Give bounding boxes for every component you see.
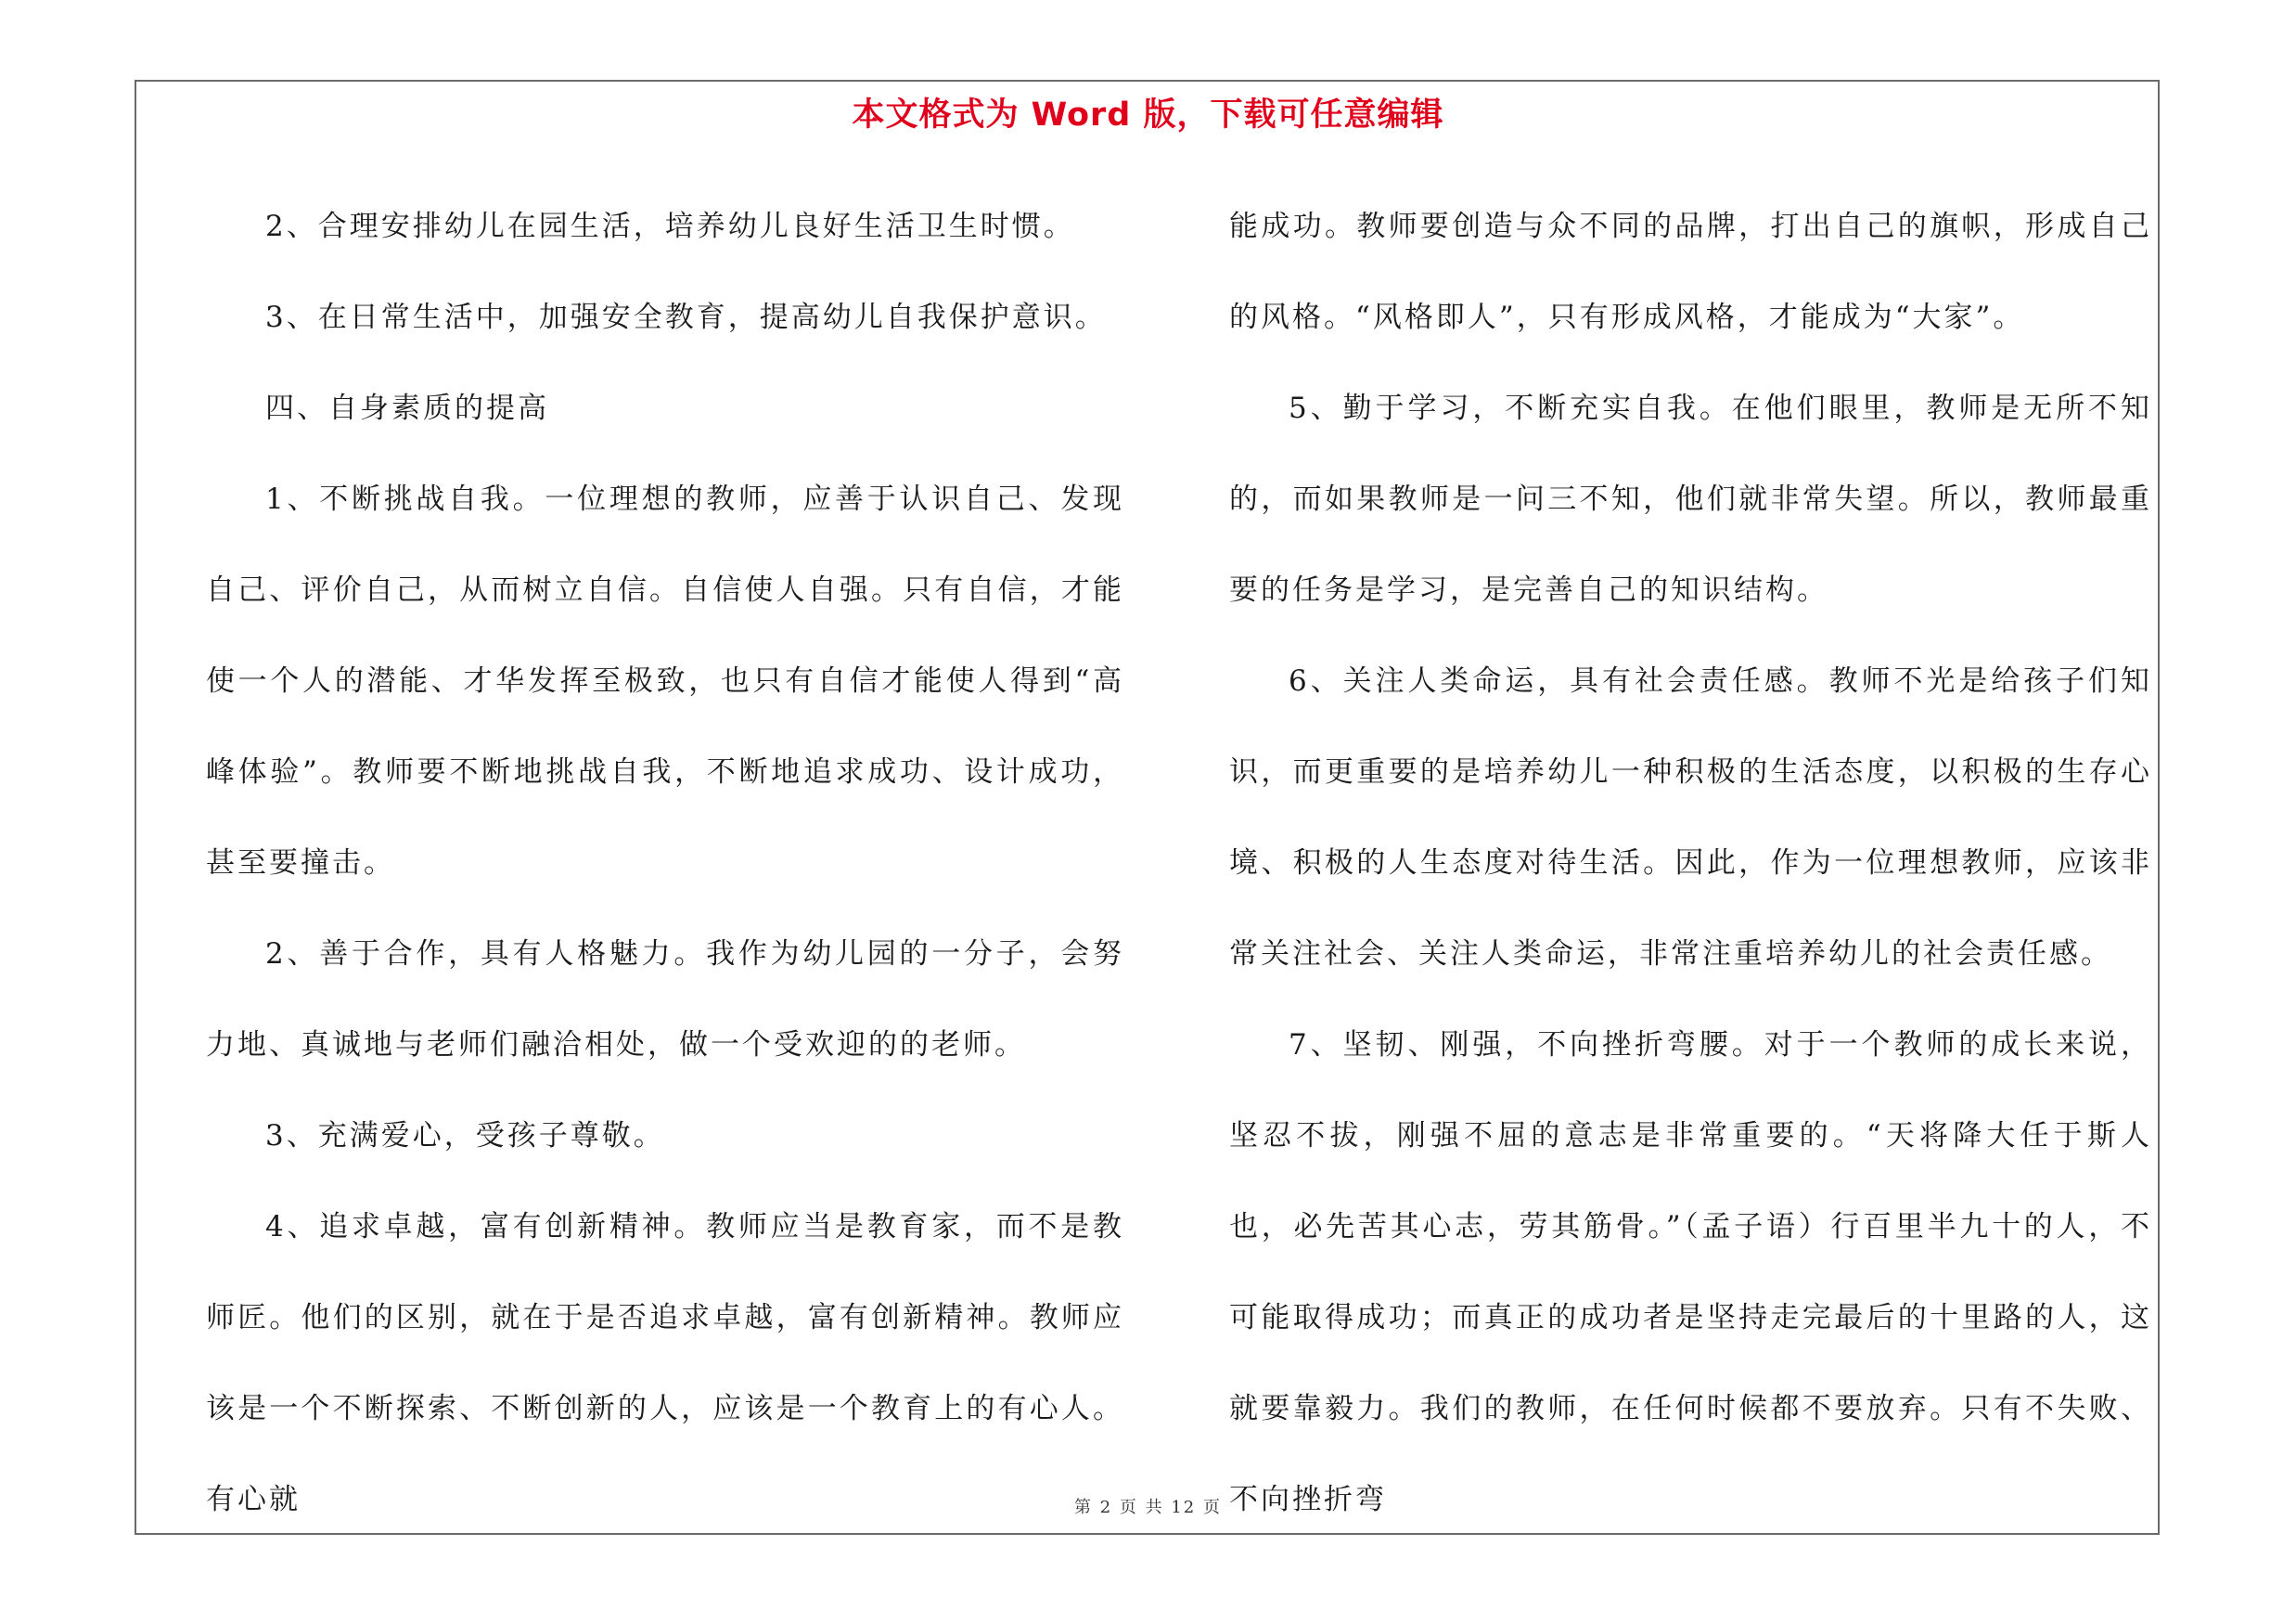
- paragraph: 1、不断挑战自我。一位理想的教师，应善于认识自己、发现自己、评价自己，从而树立自信。自信使人自强。只有自信，才能使一个人的潜能、才华发挥至极致，也只有自信才能使人得到“高峰体验”。教师要不断地挑战自我，不断地追求成功、设计成功，甚至要撞击。: [206, 483, 1124, 880]
- paragraph-continuation: 能成功。教师要创造与众不同的品牌，打出自己的旗帜，形成自己的风格。“风格即人”，只有形成风格，才能成为“大家”。: [1229, 210, 2152, 334]
- paragraph: 3、充满爱心，受孩子尊敬。: [265, 1119, 665, 1153]
- paragraph: 2、合理安排幼儿在园生活，培养幼儿良好生活卫生时惯。: [265, 210, 1075, 243]
- paragraph: 3、在日常生活中，加强安全教育，提高幼儿自我保护意识。: [265, 301, 1107, 334]
- right-text-column: [1229, 181, 2152, 1545]
- paragraph: 5、勤于学习，不断充实自我。在他们眼里，教师是无所不知的，而如果教师是一问三不知，他们就非常失望。所以，教师最重要的任务是学习，是完善自己的知识结构。: [1229, 392, 2152, 607]
- left-text-column: [206, 181, 1124, 1545]
- paragraph: 6、关注人类命运，具有社会责任感。教师不光是给孩子们知识，而更重要的是培养幼儿一种积极的生活态度，以积极的生存心境、积极的人生态度对待生活。因此，作为一位理想教师，应该非常关注社会、关注人类命运，非常注重培养幼儿的社会责任感。: [1229, 664, 2152, 971]
- section-heading: 四、自身素质的提高: [265, 392, 549, 425]
- paragraph: 4、追求卓越，富有创新精神。教师应当是教育家，而不是教师匠。他们的区别，就在于是否追求卓越，富有创新精神。教师应该是一个不断探索、不断创新的人，应该是一个教育上的有心人。有心就: [206, 1210, 1124, 1516]
- format-notice-banner: 本文格式为 Word 版，下载可任意编辑: [852, 97, 1444, 134]
- paragraph: 7、坚韧、刚强，不向挫折弯腰。对于一个教师的成长来说，坚忍不拔，刚强不屈的意志是非常重要的。“天将降大任于斯人也，必先苦其心志，劳其筋骨。”（孟子语）行百里半九十的人，不可能取得成功；而真正的成功者是坚持走完最后的十里路的人，这就要靠毅力。我们的教师，在任何时候都不要放弃。只有不失败、不向挫折弯: [1229, 1028, 2152, 1516]
- paragraph: 2、善于合作，具有人格魅力。我作为幼儿园的一分子，会努力地、真诚地与老师们融洽相处，做一个受欢迎的的老师。: [206, 937, 1124, 1062]
- page-number-footer: 第 2 页 共 12 页: [1074, 1498, 1222, 1517]
